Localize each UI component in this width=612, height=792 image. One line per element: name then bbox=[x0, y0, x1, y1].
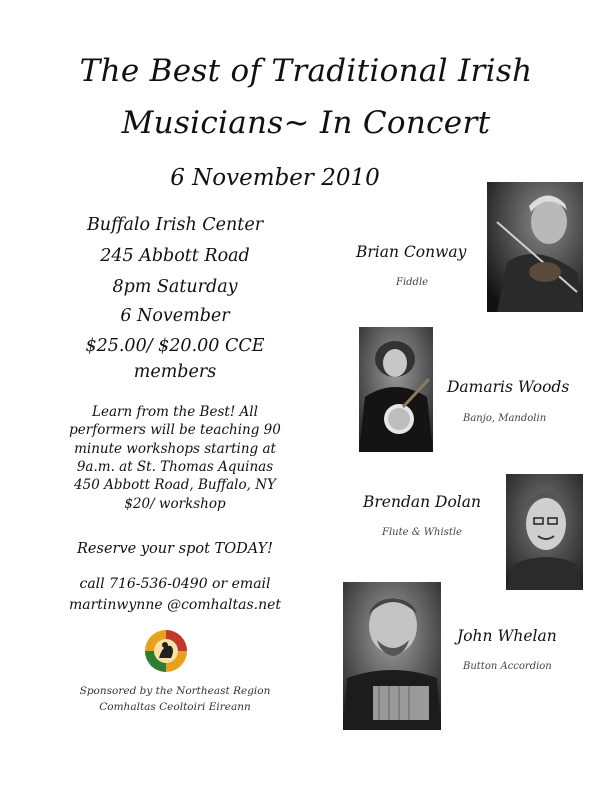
performer-name: Brian Conway bbox=[356, 243, 467, 261]
workshop-line: Learn from the Best! All bbox=[92, 404, 258, 420]
workshop-line: minute workshops starting at bbox=[74, 440, 276, 457]
performer-photo-brian-conway bbox=[487, 182, 583, 312]
workshop-line: 450 Abbott Road, Buffalo, NY bbox=[74, 477, 276, 494]
venue-name: Buffalo Irish Center bbox=[86, 215, 264, 235]
performer-instrument: Fiddle bbox=[396, 277, 429, 288]
workshop-paragraph bbox=[40, 403, 310, 513]
sponsor-line-2: Comhaltas Ceoltoiri Eireann bbox=[99, 700, 251, 713]
reserve-callout: Reserve your spot TODAY! bbox=[77, 541, 273, 557]
performer-photo-john-whelan bbox=[343, 582, 441, 730]
performer-instrument: Flute & Whistle bbox=[382, 527, 462, 538]
workshop-line: 9a.m. at St. Thomas Aquinas bbox=[76, 459, 274, 476]
concert-date: 6 November 2010 bbox=[170, 165, 380, 191]
contact-info bbox=[40, 574, 310, 616]
comhaltas-logo bbox=[143, 628, 189, 674]
contact-email-line: martinwynne @comhaltas.net bbox=[68, 597, 282, 613]
workshop-line: $20/ workshop bbox=[124, 495, 226, 512]
performer-name: John Whelan bbox=[457, 627, 557, 645]
flyer-title-line-1: The Best of Traditional Irish bbox=[79, 53, 533, 89]
ticket-price: $25.00/ $20.00 CCE bbox=[85, 336, 265, 356]
performer-name: Brendan Dolan bbox=[363, 493, 481, 511]
performer-name: Damaris Woods bbox=[447, 378, 570, 396]
performer-instrument: Button Accordion bbox=[463, 661, 552, 672]
concert-time: 8pm Saturday bbox=[112, 277, 238, 297]
ticket-price-note: members bbox=[133, 362, 217, 382]
workshop-line: performers will be teaching 90 bbox=[69, 422, 281, 439]
venue-address: 245 Abbott Road bbox=[100, 246, 250, 266]
contact-phone-line: call 716-536-0490 or email bbox=[79, 576, 271, 592]
performer-instrument: Banjo, Mandolin bbox=[463, 413, 547, 424]
performer-photo-brendan-dolan bbox=[506, 474, 583, 590]
sponsor-text bbox=[40, 684, 310, 716]
performer-photo-damaris-woods bbox=[359, 327, 433, 452]
sponsor-line-1: Sponsored by the Northeast Region bbox=[79, 685, 271, 697]
flyer-title-line-2: Musicians~ In Concert bbox=[121, 105, 491, 141]
concert-day: 6 November bbox=[120, 306, 230, 326]
